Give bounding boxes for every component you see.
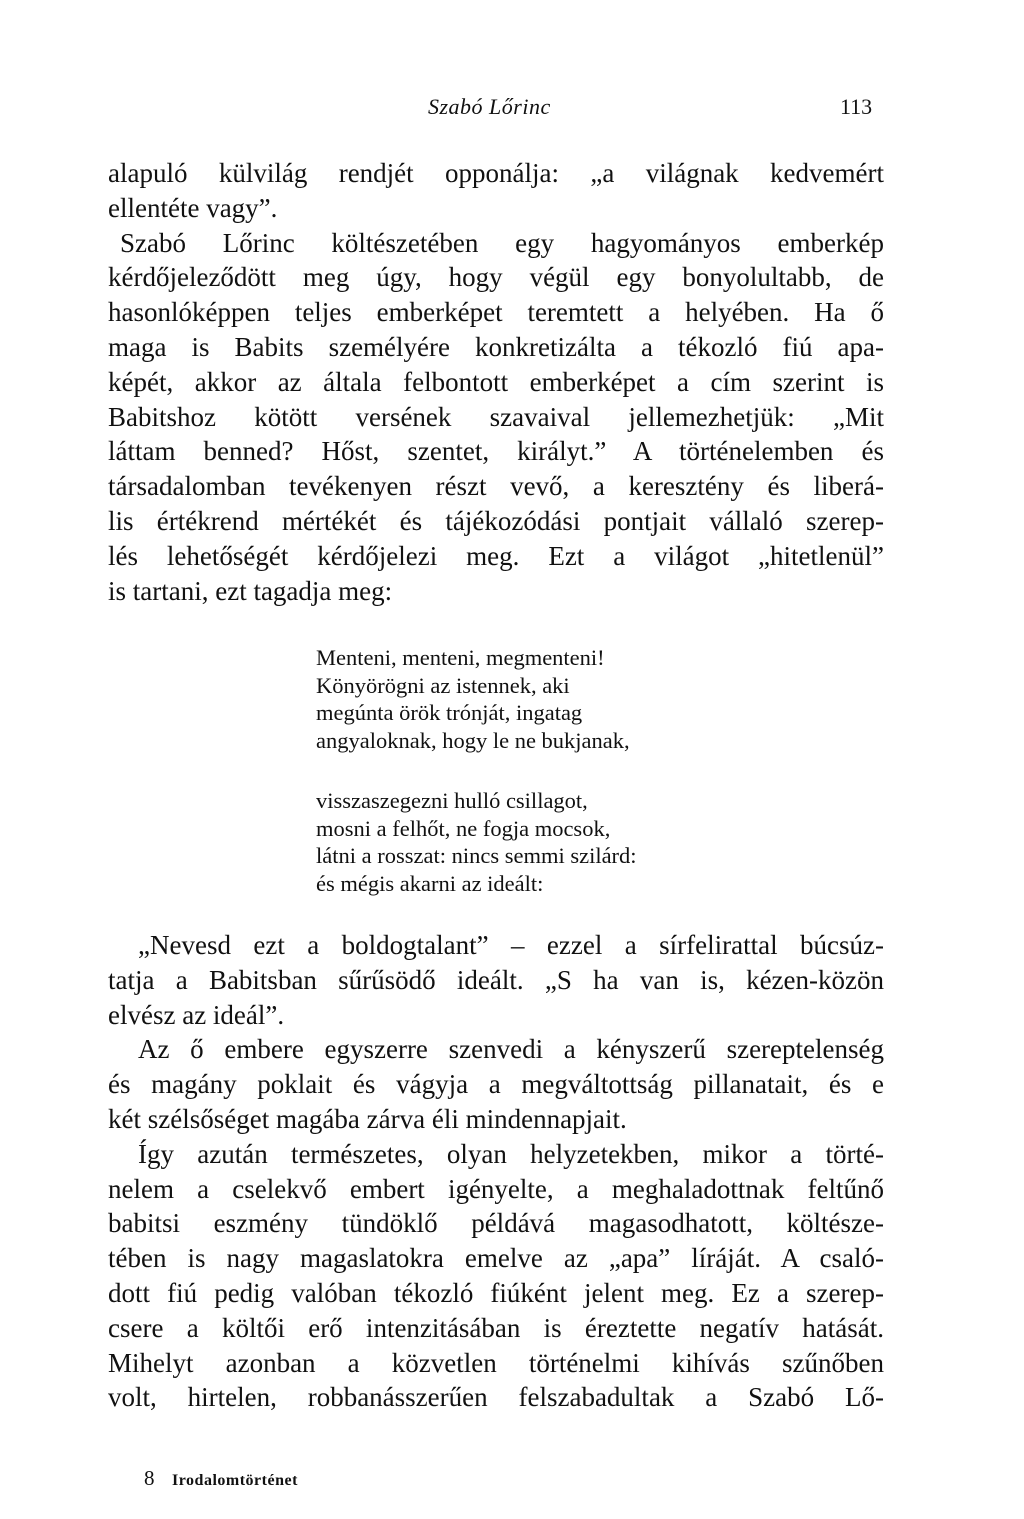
verse-line: látni a rosszat: nincs semmi szilárd: (316, 843, 637, 868)
text-line: elvész az ideál”. (108, 999, 285, 1030)
verse-line: angyaloknak, hogy le ne bukjanak, (316, 727, 630, 753)
verse-line: visszaszegezni hulló csillagot, (316, 788, 588, 813)
running-head: Szabó Lőrinc (428, 94, 551, 119)
text-line: tatja a Babitsban sűrűsödő ideált. „S ha van is, kézen-közön (108, 964, 884, 995)
paragraph (108, 1137, 884, 1415)
signature-title: Irodalomtörténet (172, 1472, 298, 1489)
verse-line: és mégis akarni az ideált: (316, 870, 544, 896)
text-line: nelem a cselekvő embert igényelte, a meghaladottnak feltűnő (108, 1173, 884, 1204)
text-line: ellentéte vagy”. (108, 192, 278, 223)
page-header (0, 94, 1024, 124)
text-line: hasonlóképpen teljes emberképet teremtett a helyében. Ha ő (108, 297, 884, 328)
text-line: csere a költői erő intenzitásában is éreztette negatív hatását. (108, 1312, 884, 1343)
text-line: Babitshoz kötött versének szavaival jellemezhetjük: „Mit (108, 401, 884, 432)
text-line: dott fiú pedig valóban tékozló fiúként jelent meg. Ez a szerep- (108, 1277, 884, 1308)
paragraph (108, 156, 884, 226)
verse-line: Könyörögni az istennek, aki (316, 672, 570, 698)
text-line: Az ő embere egyszerre szenvedi a kényszerű szereptelenség (138, 1034, 884, 1065)
text-line: maga is Babits személyére konkretizálta a tékozló fiú apa- (108, 331, 884, 362)
verse-line: megúnta örök trónját, ingatag (316, 700, 583, 725)
text-line: volt, hirtelen, robbanásszerűen felszabadultak a Szabó Lő- (108, 1382, 884, 1413)
text-line: Szabó Lőrinc költészetében egy hagyományos emberkép (120, 227, 884, 258)
text-line: lés lehetőségét kérdőjelezi meg. Ezt a világot „hitetlenül” (108, 540, 884, 571)
text-line: tében is nagy magaslatokra emelve az „apa” líráját. A csaló- (108, 1243, 884, 1274)
text-line: kérdőjeleződött meg úgy, hogy végül egy bonyolultabb, de (108, 262, 884, 293)
text-line: alapuló külvilág rendjét opponálja: „a világnak kedvemért (108, 158, 884, 188)
verse-line: mosni a felhőt, ne fogja mocsok, (316, 815, 611, 841)
text-line: is tartani, ezt tagadja meg: (108, 575, 393, 606)
page-number: 113 (840, 94, 873, 119)
paragraph (108, 1032, 884, 1136)
text-line: láttam benned? Hőst, szentet, királyt.” A történelemben és (108, 436, 884, 467)
signature-number: 8 (144, 1466, 155, 1490)
text-line: két szélsőséget magába zárva éli mindennapjait. (108, 1103, 627, 1134)
body-text-lower (108, 928, 884, 1415)
text-line: lis értékrend mértékét és tájékozódási pontjait vállaló szerep- (108, 505, 884, 536)
verse-line: Menteni, menteni, megmenteni! (316, 645, 605, 670)
poem-stanza-2 (316, 787, 736, 897)
text-line: és magány poklait és vágyja a megváltottság pillanatait, és e (108, 1069, 884, 1100)
poem-stanza-1 (316, 644, 736, 754)
paragraph (108, 226, 884, 609)
text-line: babitsi eszmény tündöklő példává magasodhatott, költésze- (108, 1208, 884, 1239)
text-line: Mihelyt azonban a közvetlen történelmi kihívás szűnőben (108, 1347, 884, 1378)
signature-mark (144, 1466, 298, 1491)
paragraph (108, 928, 884, 1032)
text-line: társadalomban tevékenyen részt vevő, a keresztény és liberá- (108, 471, 884, 502)
text-line: Így azután természetes, olyan helyzetekben, mikor a törté- (138, 1138, 884, 1169)
text-line: „Nevesd ezt a boldogtalant” – ezzel a sírfelirattal búcsúz- (138, 930, 884, 960)
text-line: képét, akkor az általa felbontott emberképet a cím szerint is (108, 366, 884, 397)
body-text-upper (108, 156, 884, 608)
